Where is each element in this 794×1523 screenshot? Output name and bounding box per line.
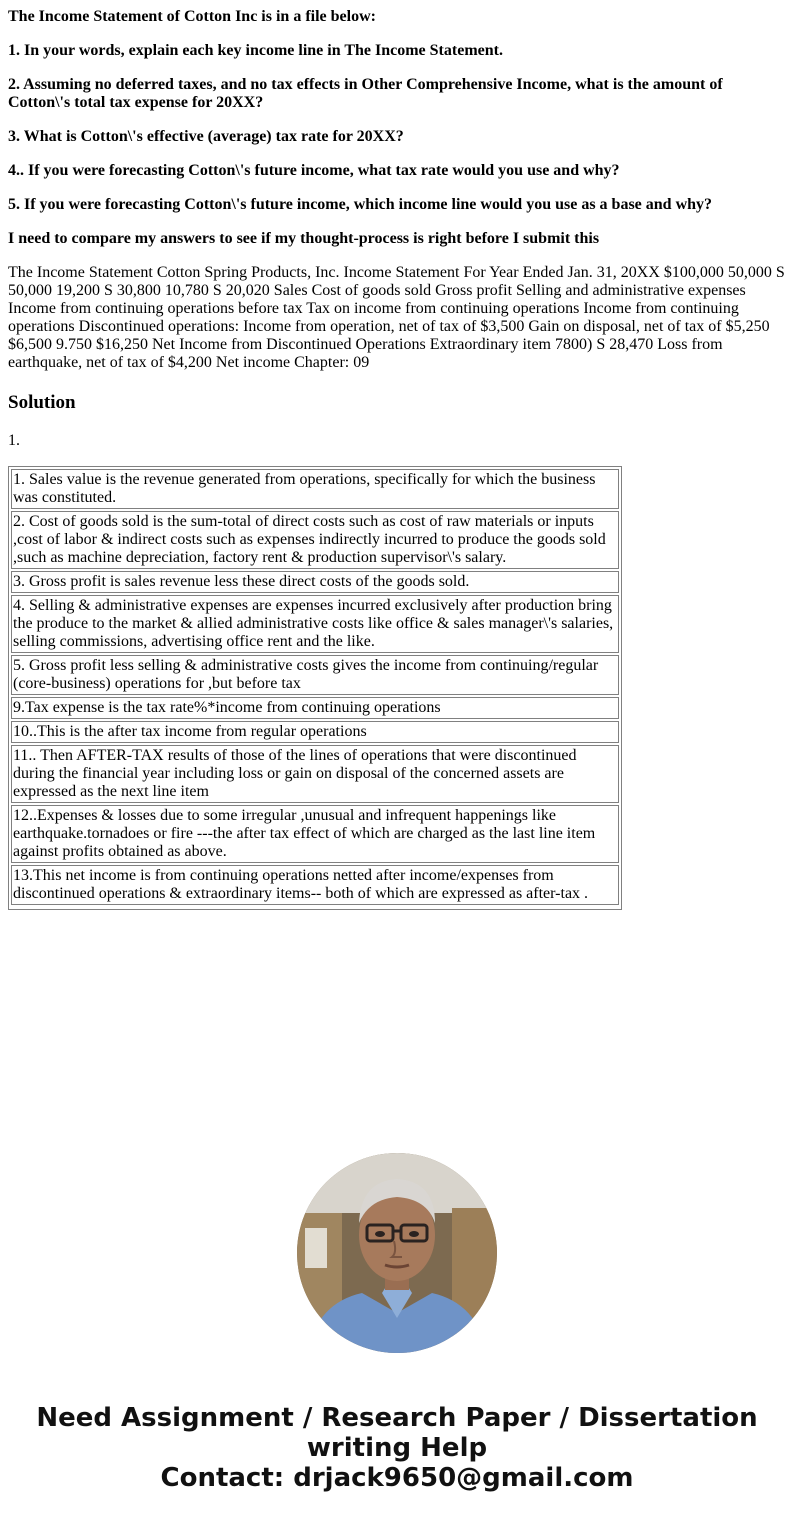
footer-line-1: Need Assignment / Research Paper / Dissertation: [36, 1403, 758, 1433]
question-1: 1. In your words, explain each key income line in The Income Statement.: [8, 42, 503, 59]
question-4: 4.. If you were forecasting Cotton\'s future income, what tax rate would you use and why?: [8, 162, 620, 179]
table-cell: 5. Gross profit less selling & administrative costs gives the income from continuing/regular (core-business) operations for ,but before tax: [11, 655, 619, 695]
income-statement-text: The Income Statement Cotton Spring Products, Inc. Income Statement For Year Ended Jan. 31, 20XX $100,000 50,000 S 50,000 19,200 S 30,800 10,780 S 20,020 Sales Cost of goods sold Gross profit Selling and administrative expenses Income from continuing operations before tax Tax on income from continuing operations Income from continuing operations Discontinued operations: Income from operation, net of tax of $3,500 Gain on disposal, net of tax of $5,250 $6,500 9.750 $16,250 Net Income from Discontinued Operations Extraordinary item 7800) S 28,470 Loss from earthquake, net of tax of $4,200 Net income Chapter: 09: [8, 264, 785, 371]
table-cell: 12..Expenses & losses due to some irregular ,unusual and infrequent happenings like earthquake.tornadoes or fire ---the after tax effect of which are charged as the last line item against profits obtained as above.: [11, 805, 619, 863]
question-intro: The Income Statement of Cotton Inc is in a file below:: [8, 8, 376, 25]
table-cell: 10..This is the after tax income from regular operations: [11, 721, 619, 743]
solution-heading: Solution: [8, 392, 76, 413]
table-row: [11, 469, 619, 509]
footer-line-2: writing Help: [306, 1433, 488, 1463]
table-row: [11, 571, 619, 593]
question-3: 3. What is Cotton\'s effective (average) tax rate for 20XX?: [8, 128, 404, 145]
table-row: [11, 721, 619, 743]
person-avatar-icon: [297, 1153, 497, 1353]
promo-footer: [0, 1403, 794, 1493]
answers-table: [8, 466, 622, 910]
table-cell: 1. Sales value is the revenue generated from operations, specifically for which the business was constituted.: [11, 469, 619, 509]
question-note: I need to compare my answers to see if my thought-process is right before I submit this: [8, 230, 600, 247]
question-5: 5. If you were forecasting Cotton\'s future income, which income line would you use as a base and why?: [8, 196, 713, 213]
table-row: [11, 511, 619, 569]
table-row: [11, 745, 619, 803]
table-cell: 13.This net income is from continuing operations netted after income/expenses from discontinued operations & extraordinary items-- both of which are expressed as after-tax .: [11, 865, 619, 905]
table-row: [11, 697, 619, 719]
table-row: [11, 595, 619, 653]
avatar-illustration: [297, 1153, 497, 1353]
table-cell: 2. Cost of goods sold is the sum-total of direct costs such as cost of raw materials or inputs ,cost of labor & indirect costs such as expenses indirectly incurred to produce the goods sold ,such as machine depreciation, factory rent & production supervisor\'s salary.: [11, 511, 619, 569]
table-cell: 4. Selling & administrative expenses are expenses incurred exclusively after production bring the produce to the market & allied administrative costs like office & sales manager\'s salaries, selling commissions, advertising office rent and the like.: [11, 595, 619, 653]
table-cell: 3. Gross profit is sales revenue less these direct costs of the goods sold.: [11, 571, 619, 593]
table-row: [11, 655, 619, 695]
footer-contact: Contact: drjack9650@gmail.com: [160, 1463, 634, 1493]
table-cell: 11.. Then AFTER-TAX results of those of the lines of operations that were discontinued during the financial year including loss or gain on disposal of the concerned assets are expressed as the next line item: [11, 745, 619, 803]
document-body: [8, 8, 786, 910]
table-row: [11, 865, 619, 905]
question-2: 2. Assuming no deferred taxes, and no tax effects in Other Comprehensive Income, what is the amount of Cotton\'s total tax expense for 20XX?: [8, 76, 723, 111]
table-row: [11, 805, 619, 863]
solution-number: 1.: [8, 432, 20, 449]
table-cell: 9.Tax expense is the tax rate%*income from continuing operations: [11, 697, 619, 719]
